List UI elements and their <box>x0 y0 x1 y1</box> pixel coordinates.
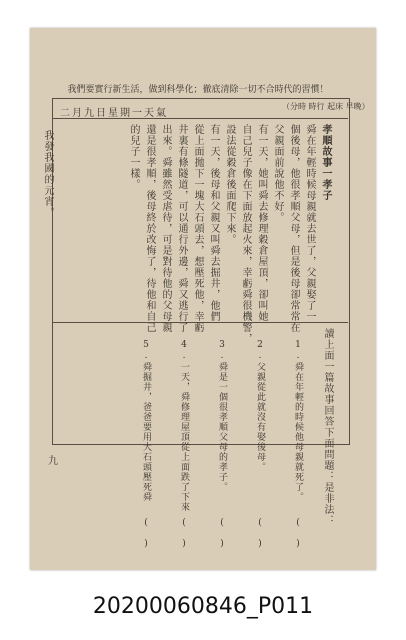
story-line: 井裏有條隧道，可以通行外邊，舜又逃行了 <box>176 124 187 333</box>
story-line: 還是很孝順，後母終於改悔了，待他和自己 <box>144 124 155 333</box>
story-line: 有一天，她叫舜去修理穀倉屋頂，卻叫她 <box>256 124 267 322</box>
story-line: 個後母，他很孝順父母，但是後母卻常常在 <box>288 124 299 333</box>
exercise-instruction: 讀上面一篇故事回答下面問題：是非法： <box>322 328 333 526</box>
time-stamp: （分時 時行 起床 早晚） <box>282 102 370 111</box>
date-line: 二月九日星期一天氣 <box>60 108 168 119</box>
story-line: 自己兒子像在下面放起火來，幸虧舜很機警， <box>240 124 251 344</box>
answer-blank: ( ) <box>217 518 227 550</box>
story-line: 設法從穀倉後面爬下來。 <box>224 124 235 245</box>
exercise-item: 3.舜是一個很孝順父母的孝子。 <box>217 340 227 492</box>
exercise-item: 4.一天，舜修理屋頂從上面跌了下來 <box>179 340 189 512</box>
answer-blank: ( ) <box>293 518 303 550</box>
story-line: 有一天，後母和父親又叫舜去掘井，他們 <box>208 124 219 322</box>
archive-caption: 20200060846_P011 <box>0 574 406 640</box>
story-title: 孝順故事一孝子 <box>320 124 331 201</box>
answer-blank: ( ) <box>141 518 151 550</box>
margin-note: 我發我國的元宵。 <box>42 130 53 218</box>
exercise-item: 1.舜在年輕的時候他母親就死了。 <box>293 340 303 502</box>
answer-blank: ( ) <box>179 518 189 550</box>
story-line: 的兒子一樣。 <box>128 124 139 190</box>
exercise-item: 2.父親從此就沒有娶後母。 <box>255 340 265 472</box>
exercise-item: 5.舜掘井，爸爸要用大石頭壓死舜 <box>141 340 151 502</box>
story-line: 出來。舜雖然受虐待，可是對待他的父母親 <box>160 124 171 333</box>
page-banner: 我們要實行新生活，做到科學化；徹底清除一切不合時代的習慣！ <box>67 85 329 95</box>
page-number: 九 <box>48 456 58 467</box>
story-line: 父親面前說他不好。 <box>272 124 283 223</box>
answer-blank: ( ) <box>255 518 265 550</box>
story-line: 從上面拋下一塊大石頭去，想壓死他，幸虧 <box>192 124 203 333</box>
story-line: 舜在年輕時候母親就去世了，父親娶了一 <box>304 124 315 322</box>
